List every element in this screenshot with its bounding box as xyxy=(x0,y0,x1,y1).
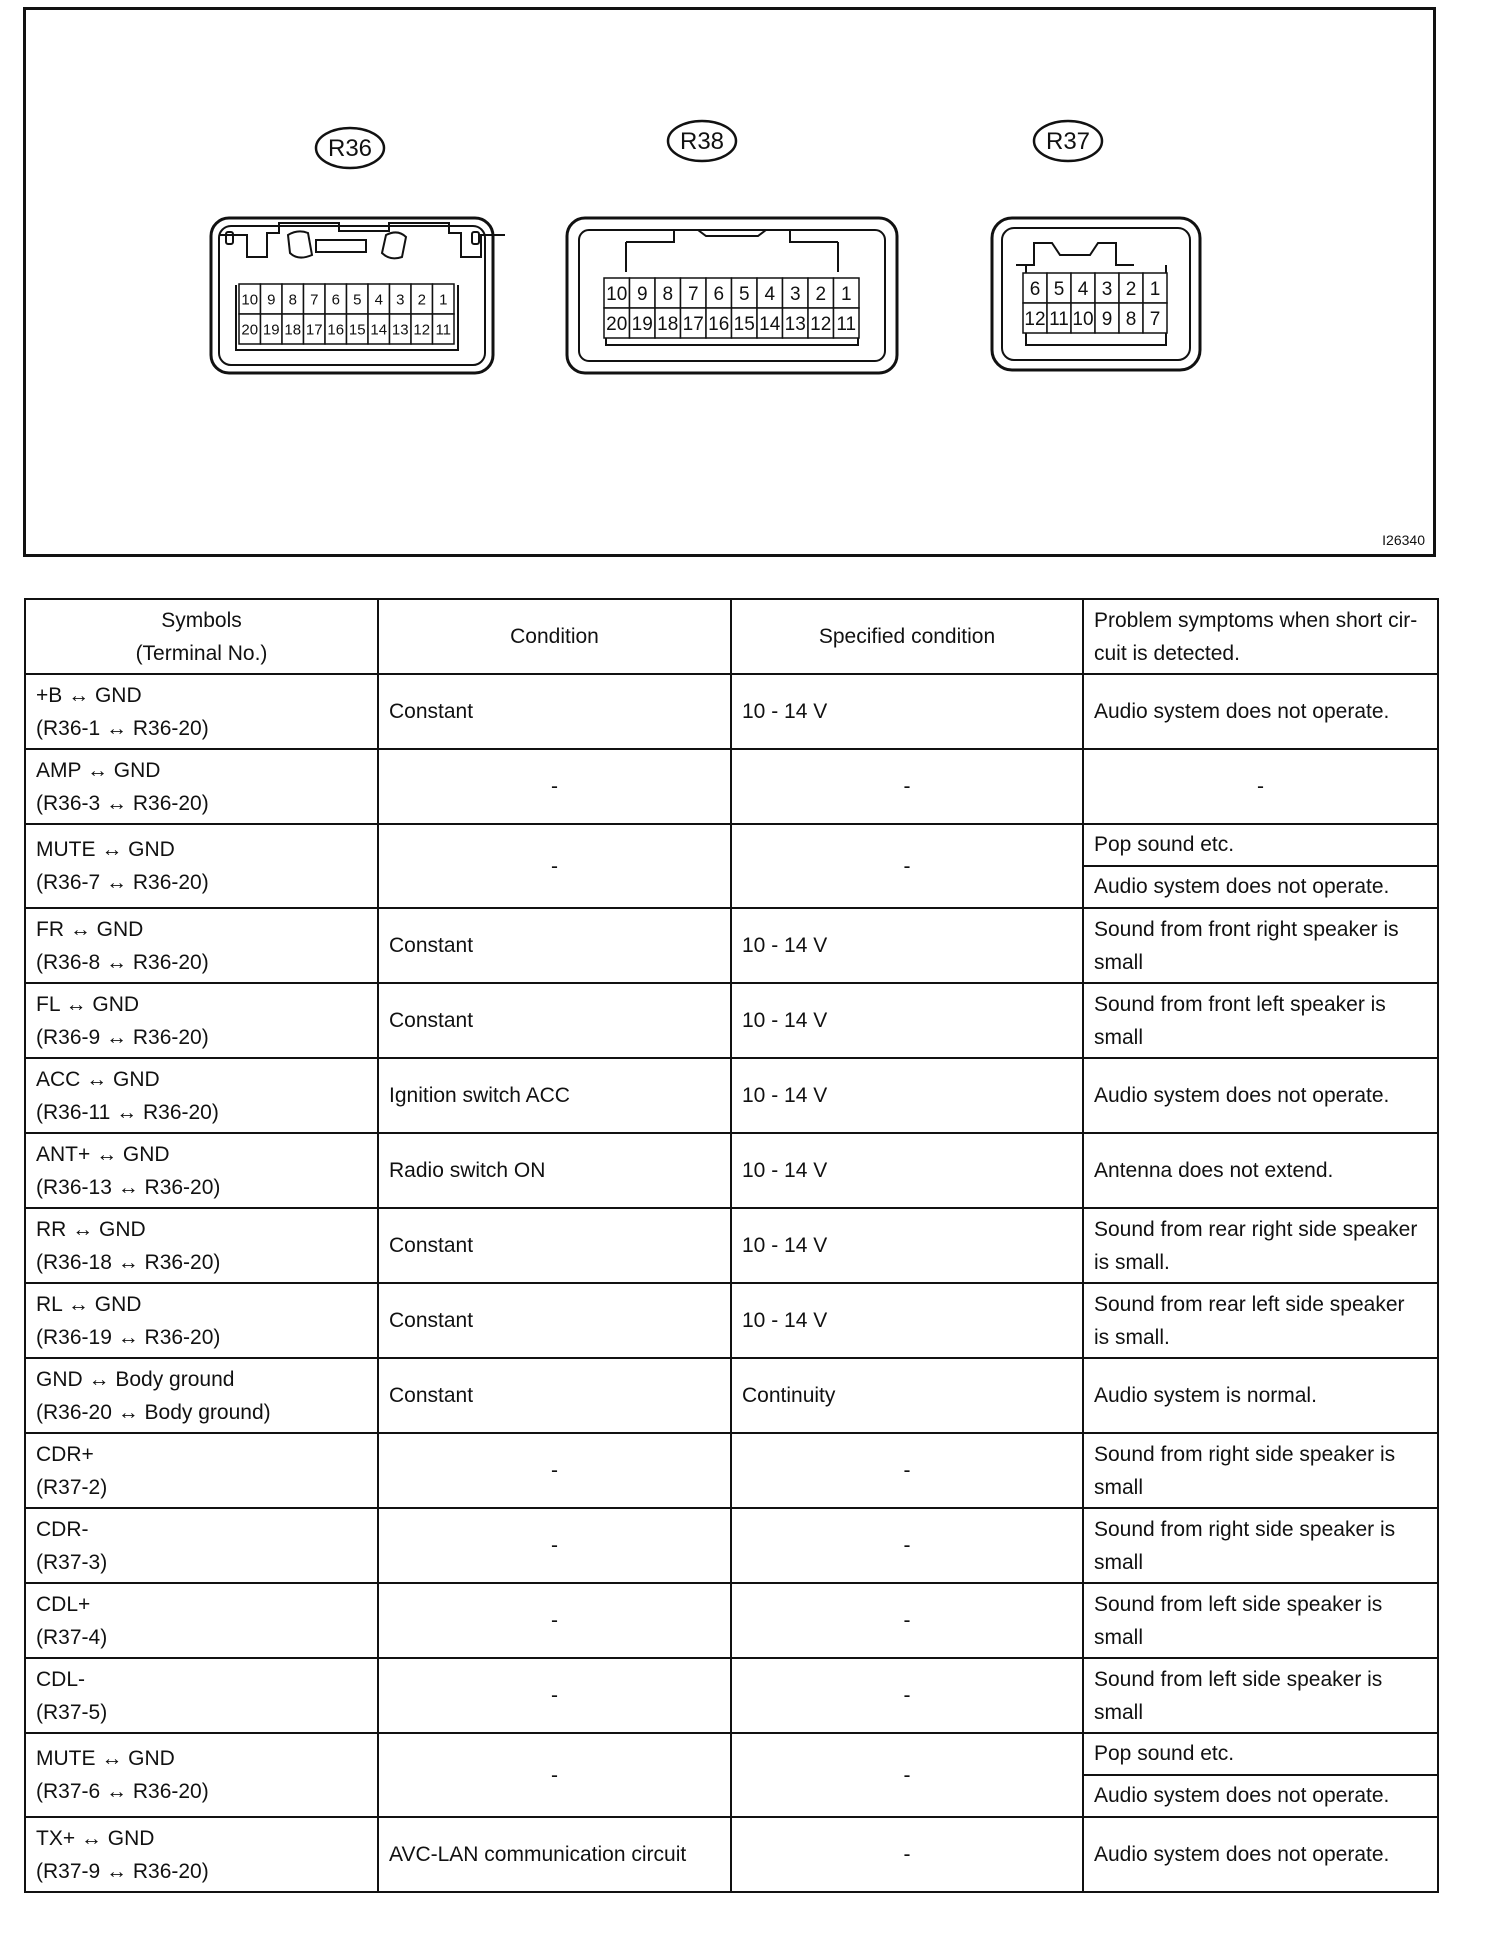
table-row xyxy=(25,824,1438,908)
terminal-number: (R37-3) xyxy=(36,1550,108,1574)
pin-number: 14 xyxy=(759,313,781,335)
problem-symptom-cell xyxy=(1083,749,1438,824)
symbol-cell xyxy=(25,749,378,824)
pin-number: 2 xyxy=(1125,278,1137,300)
specified-condition-cell: - xyxy=(731,749,1083,824)
terminal-number: (R36-20 ↔ Body ground) xyxy=(36,1400,271,1424)
pin-number: 8 xyxy=(662,283,674,305)
problem-symptom-cell xyxy=(1083,1283,1438,1358)
problem-symptom-line: Sound from rear left side speaker xyxy=(1094,1292,1405,1316)
symbol-label: RL ↔ GND xyxy=(36,1292,142,1316)
problem-symptom-line: Audio system does not operate. xyxy=(1094,700,1390,723)
terminal-number: (R37-6 ↔ R36-20) xyxy=(36,1780,209,1803)
pin-number: 6 xyxy=(713,283,725,305)
specified-condition-cell: - xyxy=(731,1433,1083,1508)
condition-cell: - xyxy=(378,1433,731,1508)
table-row xyxy=(25,1508,1438,1583)
pin-number: 16 xyxy=(708,313,730,335)
table-row xyxy=(25,908,1438,983)
pin-number: 4 xyxy=(764,283,776,305)
table-row xyxy=(25,1733,1438,1817)
problem-symptom: Audio system does not operate. xyxy=(1084,865,1437,907)
specified-condition-cell: - xyxy=(731,1508,1083,1583)
connector-diagram xyxy=(23,7,1436,557)
table-body xyxy=(25,674,1438,1892)
header-problem-symptoms xyxy=(1083,599,1438,674)
header-symbols-line2: (Terminal No.) xyxy=(135,641,268,665)
table-row xyxy=(25,1583,1438,1658)
table-row xyxy=(25,749,1438,824)
problem-symptom-cell xyxy=(1083,1358,1438,1433)
problem-symptom-cell xyxy=(1083,1583,1438,1658)
problem-symptom-cell xyxy=(1083,1208,1438,1283)
pin-number: 2 xyxy=(815,283,827,305)
header-symbols xyxy=(25,599,378,674)
pin-number: 7 xyxy=(687,283,699,305)
symbol-cell xyxy=(25,1733,378,1817)
specified-condition-cell: - xyxy=(731,1583,1083,1658)
pin-number: 7 xyxy=(310,291,319,309)
pin-number: 16 xyxy=(327,321,345,339)
pin-number: 11 xyxy=(1049,308,1069,330)
table-row xyxy=(25,1283,1438,1358)
terminal-number: (R36-3 ↔ R36-20) xyxy=(36,791,209,815)
terminal-number: (R36-7 ↔ R36-20) xyxy=(36,871,209,894)
specified-condition-cell: 10 - 14 V xyxy=(731,1058,1083,1133)
problem-symptom-cell xyxy=(1083,1817,1438,1892)
pin-number: 13 xyxy=(784,313,806,335)
symbol-label: MUTE ↔ GND xyxy=(36,838,175,861)
terminal-number: (R37-5) xyxy=(36,1700,108,1724)
specified-condition-cell: 10 - 14 V xyxy=(731,1133,1083,1208)
pin-number: 7 xyxy=(1149,308,1161,330)
terminal-number: (R36-1 ↔ R36-20) xyxy=(36,716,209,740)
terminal-number: (R36-11 ↔ R36-20) xyxy=(36,1100,219,1124)
pin-number: 15 xyxy=(733,313,755,335)
problem-symptom-line: small xyxy=(1094,1550,1144,1574)
problem-symptom-line: is small. xyxy=(1094,1250,1170,1274)
pin-number: 20 xyxy=(606,313,628,335)
problem-symptom-line: Antenna does not extend. xyxy=(1094,1159,1334,1182)
condition-cell: Constant xyxy=(378,1358,731,1433)
specified-condition-cell: - xyxy=(731,1817,1083,1892)
problem-symptom-cell xyxy=(1083,1058,1438,1133)
symbol-label: ACC ↔ GND xyxy=(36,1067,160,1091)
symbol-cell xyxy=(25,1208,378,1283)
symbol-cell xyxy=(25,908,378,983)
symbol-cell xyxy=(25,1283,378,1358)
specified-condition-cell: 10 - 14 V xyxy=(731,908,1083,983)
table-row xyxy=(25,1658,1438,1733)
table-row xyxy=(25,983,1438,1058)
problem-symptom-cell xyxy=(1083,908,1438,983)
specified-condition-cell: Continuity xyxy=(731,1358,1083,1433)
pin-number: 10 xyxy=(1072,308,1094,330)
header-problem-line2: cuit is detected. xyxy=(1094,641,1240,665)
terminal-number: (R36-19 ↔ R36-20) xyxy=(36,1325,221,1349)
problem-symptom: Pop sound etc. xyxy=(1094,1742,1235,1765)
symbol-label: TX+ ↔ GND xyxy=(36,1826,155,1850)
problem-symptom-line: is small. xyxy=(1094,1325,1170,1349)
condition-cell: Radio switch ON xyxy=(378,1133,731,1208)
condition-cell: - xyxy=(378,749,731,824)
figure-id: I26340 xyxy=(1382,532,1425,548)
condition-cell: AVC-LAN communication circuit xyxy=(378,1817,731,1892)
symbol-label: FR ↔ GND xyxy=(36,917,144,941)
pin-number: 1 xyxy=(439,291,448,309)
pin-number: 4 xyxy=(374,291,383,309)
condition-cell: - xyxy=(378,1658,731,1733)
problem-symptom-line: Sound from front right speaker is xyxy=(1094,917,1399,941)
problem-symptom-line: Sound from right side speaker is xyxy=(1094,1442,1396,1466)
pin-number: 10 xyxy=(606,283,628,305)
problem-symptom-line: small xyxy=(1094,1475,1144,1499)
problem-symptom-line: Sound from right side speaker is xyxy=(1094,1517,1396,1541)
pin-number: 9 xyxy=(267,291,276,309)
pin-number: 10 xyxy=(241,291,259,309)
symbol-cell xyxy=(25,1508,378,1583)
table-row xyxy=(25,674,1438,749)
pin-number: 18 xyxy=(657,313,679,335)
problem-symptom-line: Sound from rear right side speaker xyxy=(1094,1217,1418,1241)
specified-condition-cell: 10 - 14 V xyxy=(731,674,1083,749)
problem-symptom: Pop sound etc. xyxy=(1094,833,1235,856)
connector-label: R36 xyxy=(327,135,373,162)
condition-cell: Constant xyxy=(378,674,731,749)
pin-number: 1 xyxy=(840,283,852,305)
problem-symptom-line: Sound from front left speaker is xyxy=(1094,992,1386,1016)
table-row xyxy=(25,1058,1438,1133)
problem-symptom-cell xyxy=(1083,983,1438,1058)
condition-cell: Constant xyxy=(378,1208,731,1283)
terminal-number: (R36-13 ↔ R36-20) xyxy=(36,1175,221,1199)
pin-number: 17 xyxy=(682,313,704,335)
pin-number: 18 xyxy=(284,321,302,339)
symbol-cell xyxy=(25,1658,378,1733)
terminal-number: (R36-9 ↔ R36-20) xyxy=(36,1025,209,1049)
pin-number: 15 xyxy=(348,321,366,339)
pin-number: 11 xyxy=(836,313,857,335)
pin-number: 9 xyxy=(1101,308,1113,330)
condition-cell: - xyxy=(378,824,731,908)
problem-symptom-line: small xyxy=(1094,1025,1144,1049)
symbol-label: CDL+ xyxy=(36,1592,91,1616)
table-header-row xyxy=(25,599,1438,674)
pin-number: 17 xyxy=(305,321,323,339)
pin-number: 19 xyxy=(262,321,280,339)
pin-number: 6 xyxy=(1029,278,1041,300)
connector-label: R38 xyxy=(679,128,725,155)
condition-cell: Constant xyxy=(378,1283,731,1358)
problem-symptom-cell xyxy=(1083,1733,1438,1817)
specified-condition-cell: 10 - 14 V xyxy=(731,1208,1083,1283)
pin-number: 2 xyxy=(417,291,426,309)
pin-number: 9 xyxy=(636,283,648,305)
pin-number: 8 xyxy=(1125,308,1137,330)
table-row xyxy=(25,1358,1438,1433)
problem-symptom-line: Audio system does not operate. xyxy=(1094,1084,1390,1107)
problem-symptom-line: Sound from left side speaker is xyxy=(1094,1667,1383,1691)
problem-symptom-line: Audio system is normal. xyxy=(1094,1384,1317,1407)
problem-symptom-cell xyxy=(1083,1658,1438,1733)
table-row xyxy=(25,1133,1438,1208)
pin-number: 14 xyxy=(370,321,388,339)
problem-symptom-cell xyxy=(1083,674,1438,749)
symbol-cell xyxy=(25,1583,378,1658)
symbol-label: CDR- xyxy=(36,1517,89,1541)
pin-number: 12 xyxy=(413,321,431,339)
pin-number: 4 xyxy=(1077,278,1089,300)
symbol-label: RR ↔ GND xyxy=(36,1217,146,1241)
pin-number: 5 xyxy=(1053,278,1065,300)
pin-number: 19 xyxy=(631,313,653,335)
problem-symptom-line: small xyxy=(1094,950,1144,974)
symbol-label: CDR+ xyxy=(36,1442,94,1466)
problem-symptom: Audio system does not operate. xyxy=(1084,1774,1437,1816)
problem-symptom-cell xyxy=(1083,824,1438,908)
pin-number: 3 xyxy=(396,291,405,309)
pin-number: 8 xyxy=(288,291,297,309)
specified-condition-cell: - xyxy=(731,1733,1083,1817)
pin-number: 3 xyxy=(1101,278,1113,300)
header-symbols-line1: Symbols xyxy=(161,608,242,632)
problem-symptom-line: Audio system does not operate. xyxy=(1094,1843,1390,1866)
header-condition: Condition xyxy=(378,599,731,674)
symbol-label: AMP ↔ GND xyxy=(36,758,161,782)
problem-symptom-line: Sound from left side speaker is xyxy=(1094,1592,1383,1616)
specified-condition-cell: - xyxy=(731,824,1083,908)
header-problem-line1: Problem symptoms when short cir- xyxy=(1094,608,1418,632)
specified-condition-cell: 10 - 14 V xyxy=(731,1283,1083,1358)
terminal-spec-table xyxy=(24,598,1439,1893)
terminal-number: (R37-9 ↔ R36-20) xyxy=(36,1859,209,1883)
terminal-number: (R37-4) xyxy=(36,1625,108,1649)
pin-number: 5 xyxy=(738,283,750,305)
specified-condition-cell: 10 - 14 V xyxy=(731,983,1083,1058)
symbol-label: FL ↔ GND xyxy=(36,992,140,1016)
symbol-cell xyxy=(25,1358,378,1433)
problem-symptom-line: small xyxy=(1094,1625,1144,1649)
pin-number: 6 xyxy=(331,291,340,309)
condition-cell: Constant xyxy=(378,908,731,983)
symbol-cell xyxy=(25,1817,378,1892)
problem-symptom-cell xyxy=(1083,1433,1438,1508)
connector-diagram-svg xyxy=(26,10,1433,554)
connector-label: R37 xyxy=(1045,128,1091,155)
pin-number: 5 xyxy=(353,291,362,309)
condition-cell: - xyxy=(378,1583,731,1658)
pin-number: 1 xyxy=(1149,278,1161,300)
symbol-label: MUTE ↔ GND xyxy=(36,1747,175,1770)
symbol-cell xyxy=(25,983,378,1058)
pin-number: 13 xyxy=(391,321,409,339)
pin-number: 12 xyxy=(810,313,832,335)
pin-number: 3 xyxy=(789,283,801,305)
symbol-cell xyxy=(25,824,378,908)
condition-cell: - xyxy=(378,1508,731,1583)
problem-symptom-line: small xyxy=(1094,1700,1144,1724)
symbol-label: CDL- xyxy=(36,1667,86,1691)
condition-cell: Ignition switch ACC xyxy=(378,1058,731,1133)
terminal-number: (R37-2) xyxy=(36,1475,108,1499)
pin-number: 12 xyxy=(1024,308,1046,330)
condition-cell: Constant xyxy=(378,983,731,1058)
symbol-cell xyxy=(25,674,378,749)
header-specified-condition: Specified condition xyxy=(731,599,1083,674)
pin-number: 11 xyxy=(435,321,452,339)
symbol-label: GND ↔ Body ground xyxy=(36,1367,235,1391)
symbol-label: +B ↔ GND xyxy=(36,683,142,707)
specified-condition-cell: - xyxy=(731,1658,1083,1733)
symbol-cell xyxy=(25,1433,378,1508)
table-row xyxy=(25,1208,1438,1283)
symbol-cell xyxy=(25,1058,378,1133)
condition-cell: - xyxy=(378,1733,731,1817)
terminal-number: (R36-8 ↔ R36-20) xyxy=(36,950,209,974)
symbol-label: ANT+ ↔ GND xyxy=(36,1142,170,1166)
problem-symptom-cell xyxy=(1083,1133,1438,1208)
problem-symptom-cell xyxy=(1083,1508,1438,1583)
symbol-cell xyxy=(25,1133,378,1208)
pin-number: 20 xyxy=(241,321,259,339)
problem-symptom-line: - xyxy=(1257,775,1264,798)
table-row xyxy=(25,1433,1438,1508)
terminal-number: (R36-18 ↔ R36-20) xyxy=(36,1250,221,1274)
table-row xyxy=(25,1817,1438,1892)
